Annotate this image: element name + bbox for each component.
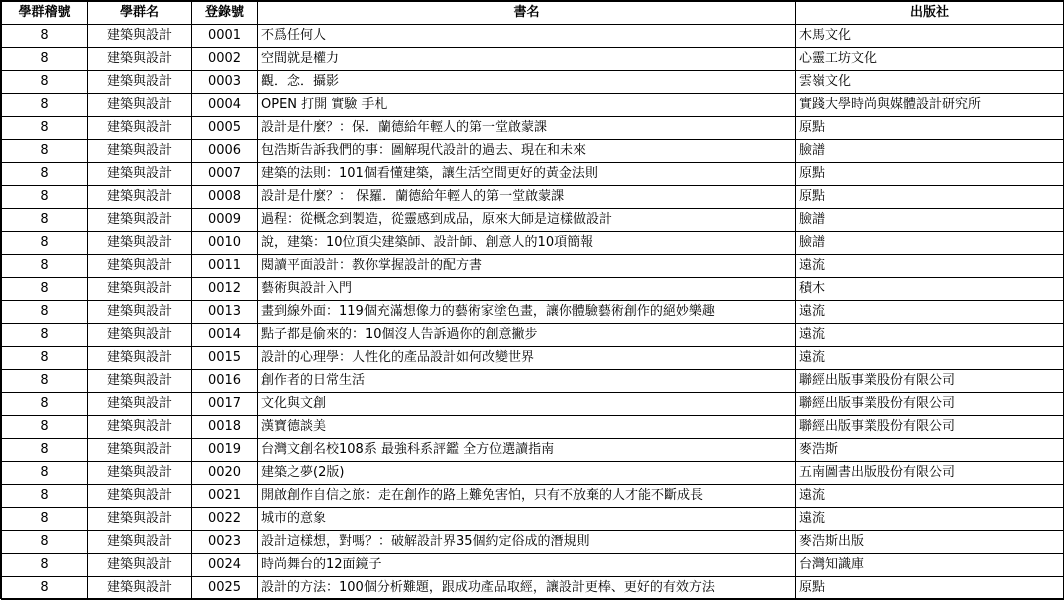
book-title-cell[interactable]: 觀．念．攝影 bbox=[258, 71, 796, 94]
publisher-cell[interactable]: 心靈工坊文化 bbox=[796, 48, 1064, 71]
group-id-cell[interactable]: 8 bbox=[2, 232, 88, 255]
register-no-cell[interactable]: 0003 bbox=[192, 71, 258, 94]
table-row bbox=[2, 163, 1064, 186]
register-no-cell[interactable]: 0017 bbox=[192, 393, 258, 416]
publisher-cell[interactable]: 遠流 bbox=[796, 508, 1064, 531]
table-row bbox=[2, 117, 1064, 140]
group-name-cell[interactable]: 建築與設計 bbox=[88, 577, 192, 600]
book-title-cell[interactable]: 設計這樣想，對嗎？：破解設計界35個約定俗成的潛規則 bbox=[258, 531, 796, 554]
group-id-cell[interactable]: 8 bbox=[2, 140, 88, 163]
table-row bbox=[2, 416, 1064, 439]
publisher-cell[interactable]: 積木 bbox=[796, 278, 1064, 301]
group-name-cell[interactable]: 建築與設計 bbox=[88, 255, 192, 278]
book-title-cell[interactable]: 畫到線外面：119個充滿想像力的藝術家塗色畫，讓你體驗藝術創作的絕妙樂趣 bbox=[258, 301, 796, 324]
register-no-cell[interactable]: 0010 bbox=[192, 232, 258, 255]
publisher-cell[interactable]: 實踐大學時尚與媒體設計研究所 bbox=[796, 94, 1064, 117]
register-no-cell[interactable]: 0009 bbox=[192, 209, 258, 232]
book-list-table bbox=[1, 1, 1064, 600]
group-name-cell[interactable]: 建築與設計 bbox=[88, 48, 192, 71]
publisher-cell[interactable]: 遠流 bbox=[796, 255, 1064, 278]
publisher-cell[interactable]: 遠流 bbox=[796, 301, 1064, 324]
register-no-cell[interactable]: 0023 bbox=[192, 531, 258, 554]
publisher-cell[interactable]: 原點 bbox=[796, 117, 1064, 140]
table-row bbox=[2, 209, 1064, 232]
publisher-cell[interactable]: 聯經出版事業股份有限公司 bbox=[796, 416, 1064, 439]
publisher-cell[interactable]: 遠流 bbox=[796, 347, 1064, 370]
register-no-cell[interactable]: 0018 bbox=[192, 416, 258, 439]
register-no-cell[interactable]: 0021 bbox=[192, 485, 258, 508]
publisher-cell[interactable]: 臉譜 bbox=[796, 209, 1064, 232]
register-no-cell[interactable]: 0012 bbox=[192, 278, 258, 301]
group-name-cell[interactable]: 建築與設計 bbox=[88, 117, 192, 140]
publisher-cell[interactable]: 木馬文化 bbox=[796, 25, 1064, 48]
group-name-cell[interactable]: 建築與設計 bbox=[88, 554, 192, 577]
header-book-title[interactable]: 書名 bbox=[258, 2, 796, 25]
group-id-cell[interactable]: 8 bbox=[2, 462, 88, 485]
register-no-cell[interactable]: 0002 bbox=[192, 48, 258, 71]
book-title-cell[interactable]: 漢寶德談美 bbox=[258, 416, 796, 439]
table-row bbox=[2, 140, 1064, 163]
table-row bbox=[2, 186, 1064, 209]
book-title-cell[interactable]: 創作者的日常生活 bbox=[258, 370, 796, 393]
book-title-cell[interactable]: 設計的方法：100個分析難題，跟成功產品取經，讓設計更棒、更好的有效方法 bbox=[258, 577, 796, 600]
group-id-cell[interactable]: 8 bbox=[2, 186, 88, 209]
group-name-cell[interactable]: 建築與設計 bbox=[88, 531, 192, 554]
table-row bbox=[2, 71, 1064, 94]
group-name-cell[interactable]: 建築與設計 bbox=[88, 209, 192, 232]
table-row bbox=[2, 25, 1064, 48]
table-row bbox=[2, 94, 1064, 117]
group-id-cell[interactable]: 8 bbox=[2, 485, 88, 508]
book-title-cell[interactable]: 藝術與設計入門 bbox=[258, 278, 796, 301]
table-row bbox=[2, 48, 1064, 71]
group-id-cell[interactable]: 8 bbox=[2, 554, 88, 577]
book-title-cell[interactable]: 閱讀平面設計：教你掌握設計的配方書 bbox=[258, 255, 796, 278]
register-no-cell[interactable]: 0008 bbox=[192, 186, 258, 209]
table-row bbox=[2, 531, 1064, 554]
table-row bbox=[2, 324, 1064, 347]
publisher-cell[interactable]: 遠流 bbox=[796, 485, 1064, 508]
book-title-cell[interactable]: 開啟創作自信之旅：走在創作的路上難免害怕，只有不放棄的人才能不斷成長 bbox=[258, 485, 796, 508]
table-row bbox=[2, 554, 1064, 577]
group-name-cell[interactable]: 建築與設計 bbox=[88, 278, 192, 301]
register-no-cell[interactable]: 0011 bbox=[192, 255, 258, 278]
publisher-cell[interactable]: 原點 bbox=[796, 577, 1064, 600]
register-no-cell[interactable]: 0007 bbox=[192, 163, 258, 186]
group-name-cell[interactable]: 建築與設計 bbox=[88, 347, 192, 370]
book-title-cell[interactable]: 過程：從概念到製造，從靈感到成品，原來大師是這樣做設計 bbox=[258, 209, 796, 232]
publisher-cell[interactable]: 原點 bbox=[796, 163, 1064, 186]
table-row bbox=[2, 485, 1064, 508]
header-group-id[interactable]: 學群稽號 bbox=[2, 2, 88, 25]
group-id-cell[interactable]: 8 bbox=[2, 209, 88, 232]
publisher-cell[interactable]: 臉譜 bbox=[796, 232, 1064, 255]
group-id-cell[interactable]: 8 bbox=[2, 278, 88, 301]
publisher-cell[interactable]: 五南圖書出版股份有限公司 bbox=[796, 462, 1064, 485]
group-id-cell[interactable]: 8 bbox=[2, 163, 88, 186]
group-id-cell[interactable]: 8 bbox=[2, 577, 88, 600]
publisher-cell[interactable]: 遠流 bbox=[796, 324, 1064, 347]
group-id-cell[interactable]: 8 bbox=[2, 71, 88, 94]
book-title-cell[interactable]: 空間就是權力 bbox=[258, 48, 796, 71]
book-title-cell[interactable]: 設計是什麼？： 保羅．蘭德給年輕人的第一堂啟蒙課 bbox=[258, 186, 796, 209]
publisher-cell[interactable]: 聯經出版事業股份有限公司 bbox=[796, 370, 1064, 393]
publisher-cell[interactable]: 麥浩斯出版 bbox=[796, 531, 1064, 554]
table-row bbox=[2, 278, 1064, 301]
table-row bbox=[2, 301, 1064, 324]
book-title-cell[interactable]: 說，建築：10位頂尖建築師、設計師、創意人的10項簡報 bbox=[258, 232, 796, 255]
group-id-cell[interactable]: 8 bbox=[2, 117, 88, 140]
group-id-cell[interactable]: 8 bbox=[2, 301, 88, 324]
register-no-cell[interactable]: 0020 bbox=[192, 462, 258, 485]
header-group-name[interactable]: 學群名 bbox=[88, 2, 192, 25]
publisher-cell[interactable]: 原點 bbox=[796, 186, 1064, 209]
register-no-cell[interactable]: 0015 bbox=[192, 347, 258, 370]
group-name-cell[interactable]: 建築與設計 bbox=[88, 71, 192, 94]
header-register-no[interactable]: 登錄號 bbox=[192, 2, 258, 25]
table-row bbox=[2, 577, 1064, 600]
book-title-cell[interactable]: 包浩斯告訴我們的事：圖解現代設計的過去、現在和未來 bbox=[258, 140, 796, 163]
group-name-cell[interactable]: 建築與設計 bbox=[88, 416, 192, 439]
table-row bbox=[2, 508, 1064, 531]
register-no-cell[interactable]: 0013 bbox=[192, 301, 258, 324]
header-publisher[interactable]: 出版社 bbox=[796, 2, 1064, 25]
register-no-cell[interactable]: 0024 bbox=[192, 554, 258, 577]
register-no-cell[interactable]: 0025 bbox=[192, 577, 258, 600]
group-name-cell[interactable]: 建築與設計 bbox=[88, 232, 192, 255]
register-no-cell[interactable]: 0005 bbox=[192, 117, 258, 140]
group-name-cell[interactable]: 建築與設計 bbox=[88, 508, 192, 531]
group-id-cell[interactable]: 8 bbox=[2, 94, 88, 117]
group-id-cell[interactable]: 8 bbox=[2, 439, 88, 462]
publisher-cell[interactable]: 聯經出版事業股份有限公司 bbox=[796, 393, 1064, 416]
table-row bbox=[2, 462, 1064, 485]
book-title-cell[interactable]: 建築之夢(2版) bbox=[258, 462, 796, 485]
table-row bbox=[2, 439, 1064, 462]
group-name-cell[interactable]: 建築與設計 bbox=[88, 393, 192, 416]
book-title-cell[interactable]: 台灣文創名校108系 最強科系評鑑 全方位選讀指南 bbox=[258, 439, 796, 462]
publisher-cell[interactable]: 台灣知識庫 bbox=[796, 554, 1064, 577]
table-row bbox=[2, 232, 1064, 255]
group-name-cell[interactable]: 建築與設計 bbox=[88, 485, 192, 508]
register-no-cell[interactable]: 0014 bbox=[192, 324, 258, 347]
table-row bbox=[2, 255, 1064, 278]
group-id-cell[interactable]: 8 bbox=[2, 393, 88, 416]
table-row bbox=[2, 370, 1064, 393]
group-id-cell[interactable]: 8 bbox=[2, 370, 88, 393]
register-no-cell[interactable]: 0019 bbox=[192, 439, 258, 462]
group-name-cell[interactable]: 建築與設計 bbox=[88, 301, 192, 324]
register-no-cell[interactable]: 0022 bbox=[192, 508, 258, 531]
group-id-cell[interactable]: 8 bbox=[2, 48, 88, 71]
book-title-cell[interactable]: OPEN 打開 實驗 手札 bbox=[258, 94, 796, 117]
group-id-cell[interactable]: 8 bbox=[2, 25, 88, 48]
group-id-cell[interactable]: 8 bbox=[2, 324, 88, 347]
table-row bbox=[2, 347, 1064, 370]
table-row bbox=[2, 393, 1064, 416]
register-no-cell[interactable]: 0004 bbox=[192, 94, 258, 117]
group-name-cell[interactable]: 建築與設計 bbox=[88, 439, 192, 462]
register-no-cell[interactable]: 0006 bbox=[192, 140, 258, 163]
publisher-cell[interactable]: 麥浩斯 bbox=[796, 439, 1064, 462]
group-id-cell[interactable]: 8 bbox=[2, 255, 88, 278]
book-title-cell[interactable]: 建築的法則：101個看懂建築，讓生活空間更好的黃金法則 bbox=[258, 163, 796, 186]
group-id-cell[interactable]: 8 bbox=[2, 416, 88, 439]
book-title-cell[interactable]: 時尚舞台的12面鏡子 bbox=[258, 554, 796, 577]
book-title-cell[interactable]: 設計是什麼？：保．蘭德給年輕人的第一堂啟蒙課 bbox=[258, 117, 796, 140]
publisher-cell[interactable]: 臉譜 bbox=[796, 140, 1064, 163]
group-id-cell[interactable]: 8 bbox=[2, 347, 88, 370]
register-no-cell[interactable]: 0001 bbox=[192, 25, 258, 48]
header-row bbox=[2, 2, 1064, 25]
publisher-cell[interactable]: 雲嶺文化 bbox=[796, 71, 1064, 94]
group-name-cell[interactable]: 建築與設計 bbox=[88, 186, 192, 209]
register-no-cell[interactable]: 0016 bbox=[192, 370, 258, 393]
group-id-cell[interactable]: 8 bbox=[2, 508, 88, 531]
book-title-cell[interactable]: 不爲任何人 bbox=[258, 25, 796, 48]
book-title-cell[interactable]: 設計的心理學：人性化的產品設計如何改變世界 bbox=[258, 347, 796, 370]
book-title-cell[interactable]: 城市的意象 bbox=[258, 508, 796, 531]
group-name-cell[interactable]: 建築與設計 bbox=[88, 140, 192, 163]
group-id-cell[interactable]: 8 bbox=[2, 531, 88, 554]
book-title-cell[interactable]: 文化與文創 bbox=[258, 393, 796, 416]
group-name-cell[interactable]: 建築與設計 bbox=[88, 94, 192, 117]
book-title-cell[interactable]: 點子都是偷來的：10個沒人告訴過你的創意撇步 bbox=[258, 324, 796, 347]
group-name-cell[interactable]: 建築與設計 bbox=[88, 25, 192, 48]
group-name-cell[interactable]: 建築與設計 bbox=[88, 163, 192, 186]
group-name-cell[interactable]: 建築與設計 bbox=[88, 324, 192, 347]
group-name-cell[interactable]: 建築與設計 bbox=[88, 462, 192, 485]
group-name-cell[interactable]: 建築與設計 bbox=[88, 370, 192, 393]
